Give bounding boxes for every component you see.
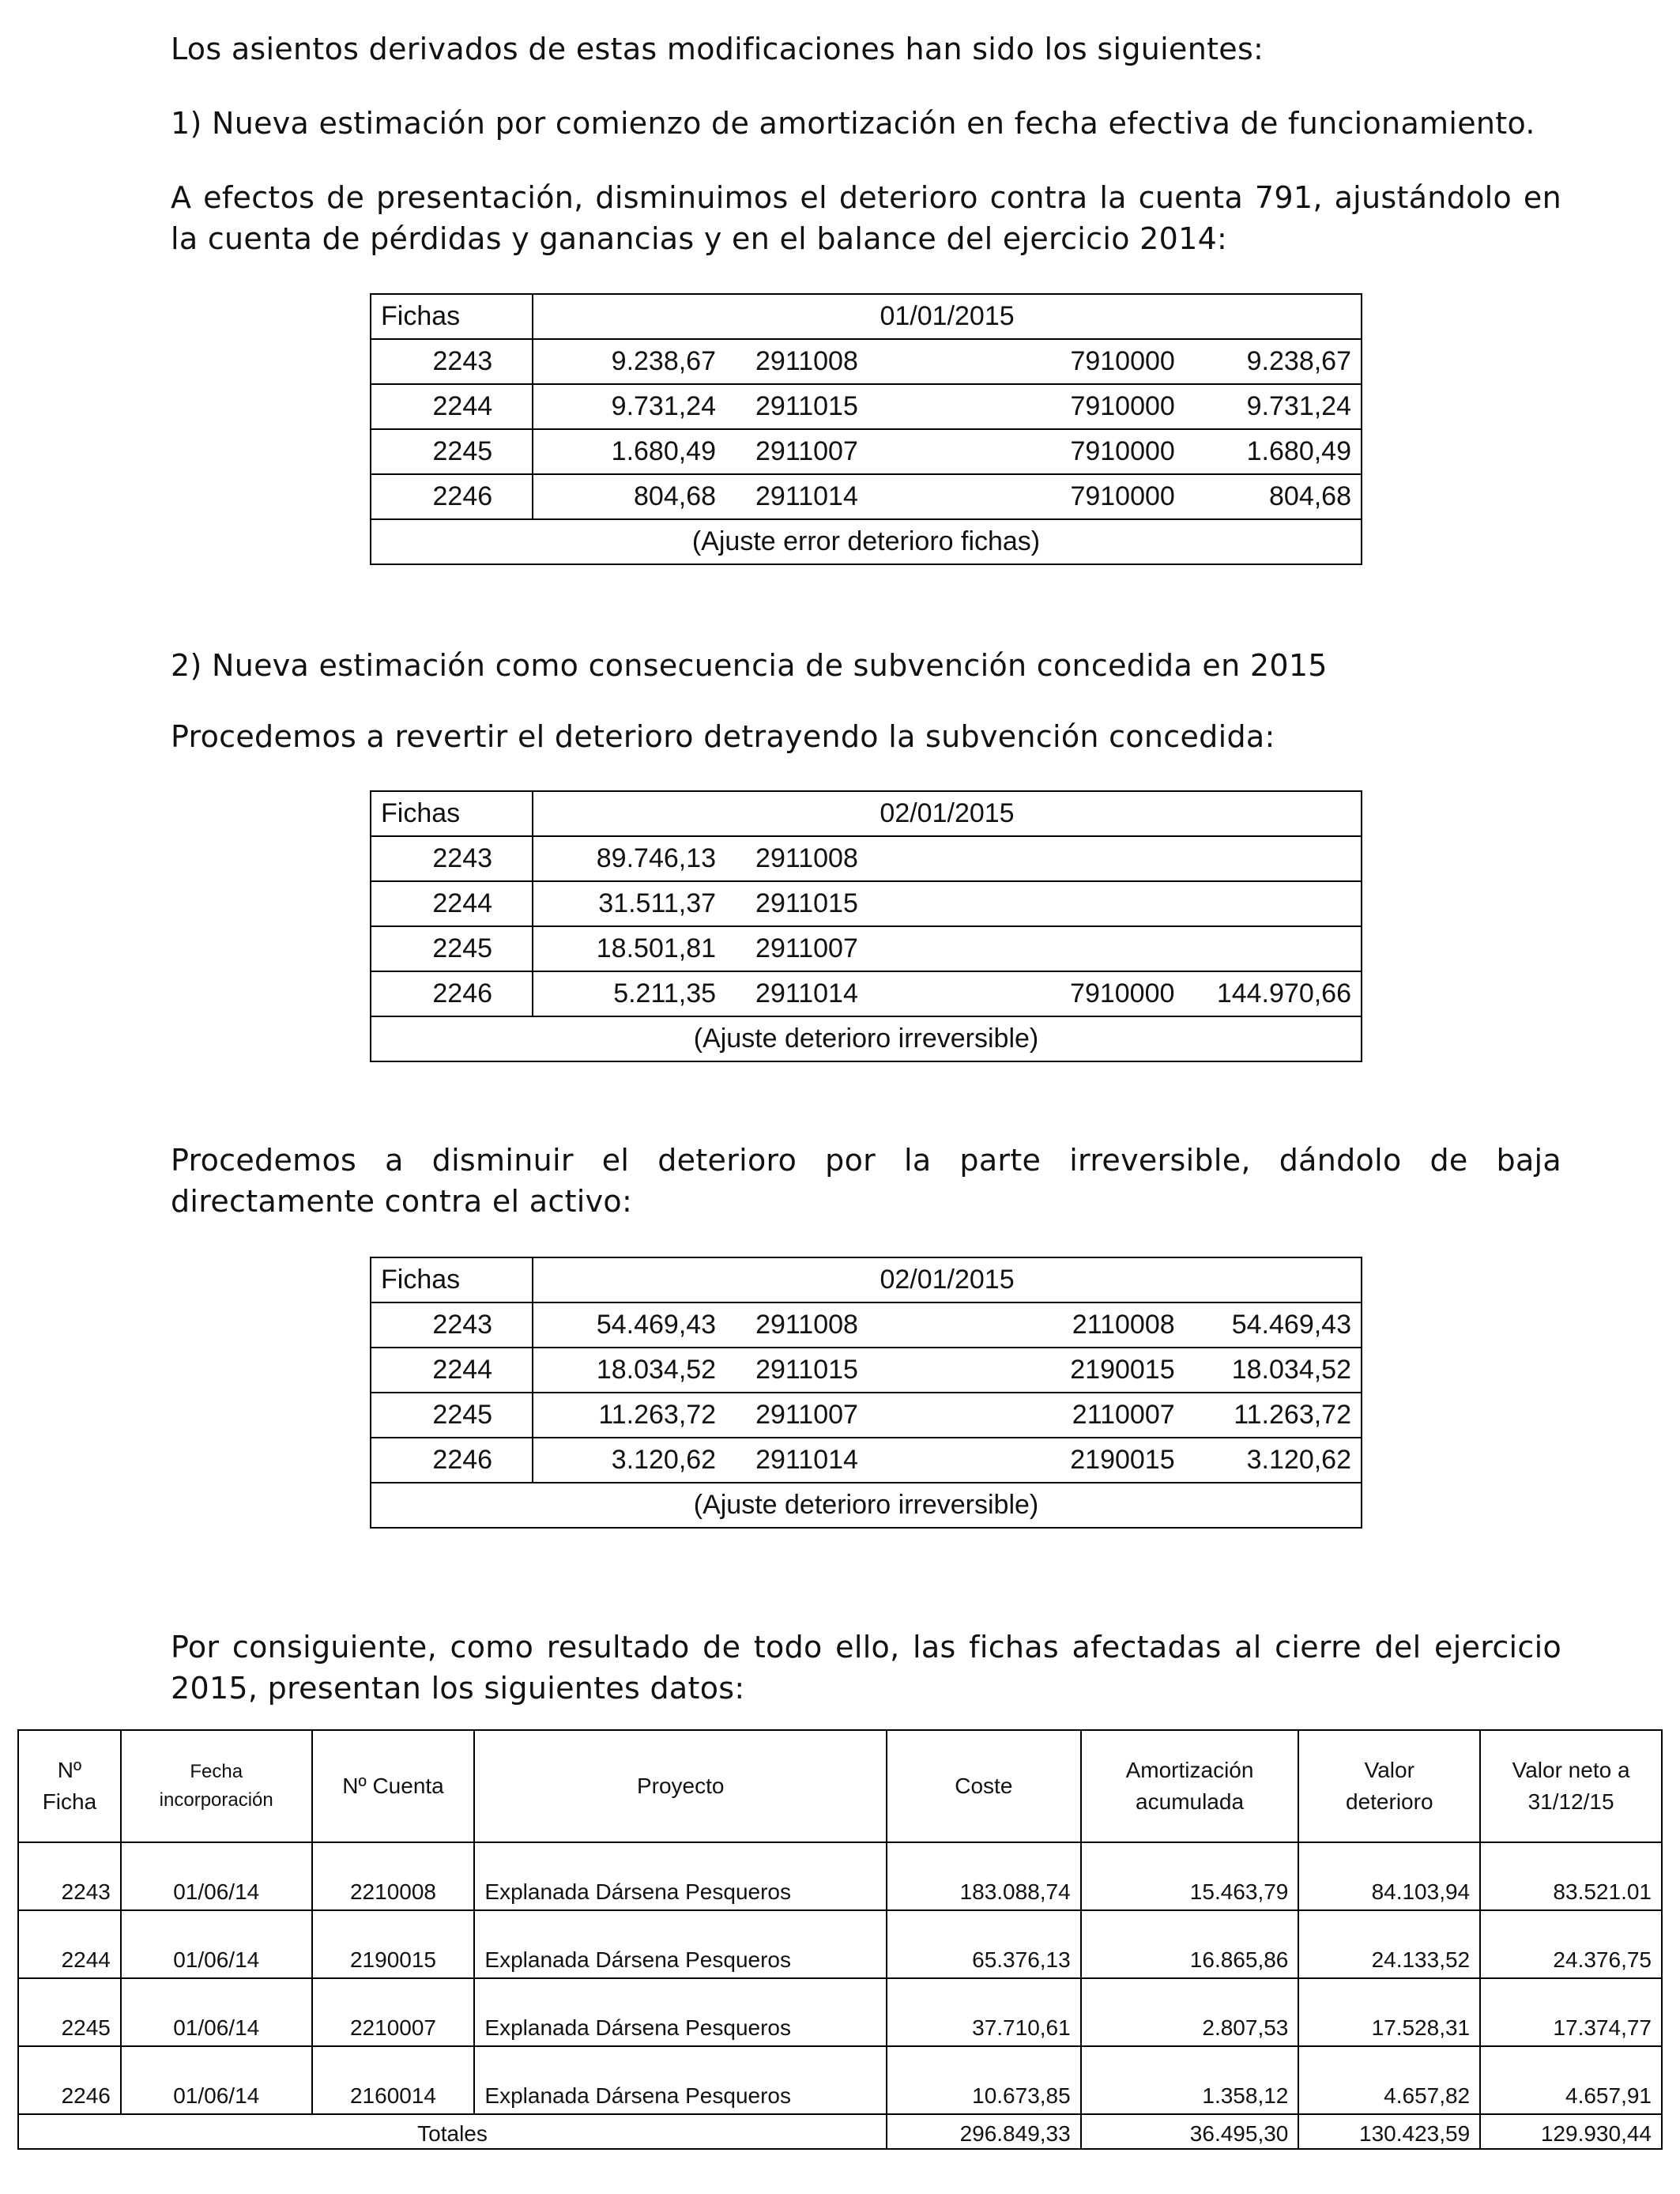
journal-row [371, 474, 1362, 519]
journal-row [371, 1348, 1362, 1393]
fichas-header: Fichas [371, 294, 533, 339]
cuenta-cell: 2190015 [312, 1910, 475, 1978]
proyecto-cell: Explanada Dársena Pesqueros [474, 2046, 887, 2114]
credit-account: 2110008 [969, 1302, 1184, 1348]
journal-note: (Ajuste error deterioro fichas) [371, 519, 1362, 564]
debit-account: 2911015 [724, 881, 969, 926]
credit-account [969, 926, 1184, 971]
credit-amount: 804,68 [1185, 474, 1362, 519]
ficha-cell: 2243 [371, 1302, 533, 1348]
entry-date: 02/01/2015 [533, 1257, 1362, 1302]
ficha-cell: 2246 [371, 971, 533, 1016]
deterioro-cell: 24.133,52 [1298, 1910, 1480, 1978]
debit-account: 2911007 [724, 926, 969, 971]
journal-row [371, 429, 1362, 474]
cuenta-cell: 2210008 [312, 1842, 475, 1910]
debit-account: 2911014 [724, 1438, 969, 1483]
section-2-heading: 2) Nueva estimación como consecuencia de subvención concedida en 2015 [171, 648, 1328, 683]
journal-row [371, 971, 1362, 1016]
credit-amount: 9.731,24 [1185, 384, 1362, 429]
credit-amount: 9.238,67 [1185, 339, 1362, 384]
header-proyecto: Proyecto [474, 1730, 887, 1842]
debit-amount: 18.034,52 [533, 1348, 724, 1393]
debit-amount: 5.211,35 [533, 971, 724, 1016]
journal-table-2 [370, 790, 1362, 1062]
credit-account: 2110007 [969, 1393, 1184, 1438]
credit-amount: 11.263,72 [1185, 1393, 1362, 1438]
valor-neto-cell: 24.376,75 [1480, 1910, 1662, 1978]
debit-account: 2911007 [724, 429, 969, 474]
ficha-cell: 2245 [371, 1393, 533, 1438]
credit-account: 7910000 [969, 971, 1184, 1016]
deterioro-cell: 84.103,94 [1298, 1842, 1480, 1910]
debit-amount: 18.501,81 [533, 926, 724, 971]
debit-amount: 89.746,13 [533, 836, 724, 881]
debit-account: 2911015 [724, 384, 969, 429]
total-valor-neto: 129.930,44 [1480, 2114, 1662, 2149]
proyecto-cell: Explanada Dársena Pesqueros [474, 1910, 887, 1978]
credit-amount [1184, 881, 1362, 926]
fecha-cell: 01/06/14 [121, 2046, 312, 2114]
credit-account: 7910000 [969, 339, 1184, 384]
fichas-header: Fichas [371, 791, 533, 836]
amortizacion-cell: 2.807,53 [1081, 1978, 1299, 2046]
coste-cell: 10.673,85 [887, 2046, 1081, 2114]
section-1-text: A efectos de presentación, disminuimos el deterioro contra la cuenta 791, ajustándolo en la cuenta de pérdidas y ganancias y en el balance del ejercicio 2014: [171, 180, 1561, 256]
summary-table [17, 1729, 1663, 2150]
journal-note-row [371, 1016, 1362, 1061]
journal-row [371, 1393, 1362, 1438]
journal-row [371, 881, 1362, 926]
table-row [18, 1978, 1662, 2046]
credit-account: 7910000 [969, 384, 1184, 429]
header-fecha: Fecha incorporación [121, 1730, 312, 1842]
journal-row [371, 1302, 1362, 1348]
journal-note-row [371, 519, 1362, 564]
header-deterioro: Valor deterioro [1298, 1730, 1480, 1842]
summary-header-row [18, 1730, 1662, 1842]
debit-amount: 54.469,43 [533, 1302, 724, 1348]
section-3-text: Procedemos a disminuir el deterioro por la parte irreversible, dándolo de baja directamente contra el activo: [171, 1143, 1561, 1219]
ficha-cell: 2244 [371, 1348, 533, 1393]
journal-row [371, 926, 1362, 971]
debit-amount: 9.238,67 [533, 339, 724, 384]
debit-amount: 1.680,49 [533, 429, 724, 474]
cuenta-cell: 2160014 [312, 2046, 475, 2114]
credit-amount: 54.469,43 [1185, 1302, 1362, 1348]
fecha-cell: 01/06/14 [121, 1842, 312, 1910]
totals-label: Totales [18, 2114, 887, 2149]
ficha-cell: 2245 [371, 429, 533, 474]
valor-neto-cell: 17.374,77 [1480, 1978, 1662, 2046]
amortizacion-cell: 16.865,86 [1081, 1910, 1299, 1978]
journal-row [371, 384, 1362, 429]
amortizacion-cell: 15.463,79 [1081, 1842, 1299, 1910]
table-row [18, 1842, 1662, 1910]
header-amortizacion: Amortización acumulada [1081, 1730, 1299, 1842]
credit-amount: 144.970,66 [1184, 971, 1362, 1016]
amortizacion-cell: 1.358,12 [1081, 2046, 1299, 2114]
cuenta-cell: 2210007 [312, 1978, 475, 2046]
debit-amount: 804,68 [533, 474, 724, 519]
header-cuenta: Nº Cuenta [312, 1730, 475, 1842]
credit-amount: 1.680,49 [1185, 429, 1362, 474]
table-row [18, 2046, 1662, 2114]
ficha-cell: 2243 [371, 836, 533, 881]
coste-cell: 37.710,61 [887, 1978, 1081, 2046]
journal-table-3 [370, 1257, 1362, 1529]
fecha-cell: 01/06/14 [121, 1910, 312, 1978]
credit-account: 2190015 [969, 1348, 1184, 1393]
debit-account: 2911008 [724, 1302, 969, 1348]
coste-cell: 65.376,13 [887, 1910, 1081, 1978]
total-amortizacion: 36.495,30 [1081, 2114, 1299, 2149]
debit-account: 2911007 [724, 1393, 969, 1438]
debit-amount: 3.120,62 [533, 1438, 724, 1483]
credit-amount [1184, 926, 1362, 971]
entry-date: 02/01/2015 [533, 791, 1362, 836]
debit-amount: 9.731,24 [533, 384, 724, 429]
credit-amount [1184, 836, 1362, 881]
section-2-text: Procedemos a revertir el deterioro detrayendo la subvención concedida: [171, 719, 1275, 754]
credit-amount: 3.120,62 [1185, 1438, 1362, 1483]
credit-account [969, 836, 1184, 881]
header-valor-neto: Valor neto a 31/12/15 [1480, 1730, 1662, 1842]
ficha-cell: 2244 [371, 384, 533, 429]
journal-note-row [371, 1483, 1362, 1528]
debit-account: 2911008 [724, 836, 969, 881]
fichas-header: Fichas [371, 1257, 533, 1302]
table-row [18, 1910, 1662, 1978]
ficha-cell: 2244 [371, 881, 533, 926]
ficha-cell: 2246 [18, 2046, 121, 2114]
ficha-cell: 2246 [371, 1438, 533, 1483]
credit-account [969, 881, 1184, 926]
journal-note: (Ajuste deterioro irreversible) [371, 1016, 1362, 1061]
ficha-cell: 2245 [371, 926, 533, 971]
fecha-cell: 01/06/14 [121, 1978, 312, 2046]
journal-header-row [371, 294, 1362, 339]
section-4-text: Por consiguiente, como resultado de todo ello, las fichas afectadas al cierre del ejercicio 2015, presentan los siguientes datos: [171, 1630, 1561, 1706]
debit-amount: 11.263,72 [533, 1393, 724, 1438]
header-coste: Coste [887, 1730, 1081, 1842]
journal-header-row [371, 791, 1362, 836]
journal-row [371, 339, 1362, 384]
section-1-heading: 1) Nueva estimación por comienzo de amortización en fecha efectiva de funcionamiento. [171, 106, 1535, 141]
proyecto-cell: Explanada Dársena Pesqueros [474, 1842, 887, 1910]
valor-neto-cell: 83.521.01 [1480, 1842, 1662, 1910]
total-coste: 296.849,33 [887, 2114, 1081, 2149]
debit-account: 2911008 [724, 339, 969, 384]
valor-neto-cell: 4.657,91 [1480, 2046, 1662, 2114]
journal-row [371, 1438, 1362, 1483]
credit-account: 7910000 [969, 474, 1184, 519]
coste-cell: 183.088,74 [887, 1842, 1081, 1910]
ficha-cell: 2245 [18, 1978, 121, 2046]
intro-line: Los asientos derivados de estas modificaciones han sido los siguientes: [171, 32, 1264, 66]
journal-note: (Ajuste deterioro irreversible) [371, 1483, 1362, 1528]
ficha-cell: 2244 [18, 1910, 121, 1978]
header-ficha: Nº Ficha [18, 1730, 121, 1842]
ficha-cell: 2243 [18, 1842, 121, 1910]
deterioro-cell: 4.657,82 [1298, 2046, 1480, 2114]
proyecto-cell: Explanada Dársena Pesqueros [474, 1978, 887, 2046]
total-deterioro: 130.423,59 [1298, 2114, 1480, 2149]
totals-row [18, 2114, 1662, 2149]
credit-amount: 18.034,52 [1185, 1348, 1362, 1393]
ficha-cell: 2246 [371, 474, 533, 519]
ficha-cell: 2243 [371, 339, 533, 384]
credit-account: 2190015 [969, 1438, 1184, 1483]
journal-header-row [371, 1257, 1362, 1302]
debit-account: 2911014 [724, 474, 969, 519]
journal-table-1 [370, 293, 1362, 565]
debit-amount: 31.511,37 [533, 881, 724, 926]
debit-account: 2911014 [724, 971, 969, 1016]
journal-row [371, 836, 1362, 881]
entry-date: 01/01/2015 [533, 294, 1362, 339]
deterioro-cell: 17.528,31 [1298, 1978, 1480, 2046]
credit-account: 7910000 [969, 429, 1184, 474]
debit-account: 2911015 [724, 1348, 969, 1393]
